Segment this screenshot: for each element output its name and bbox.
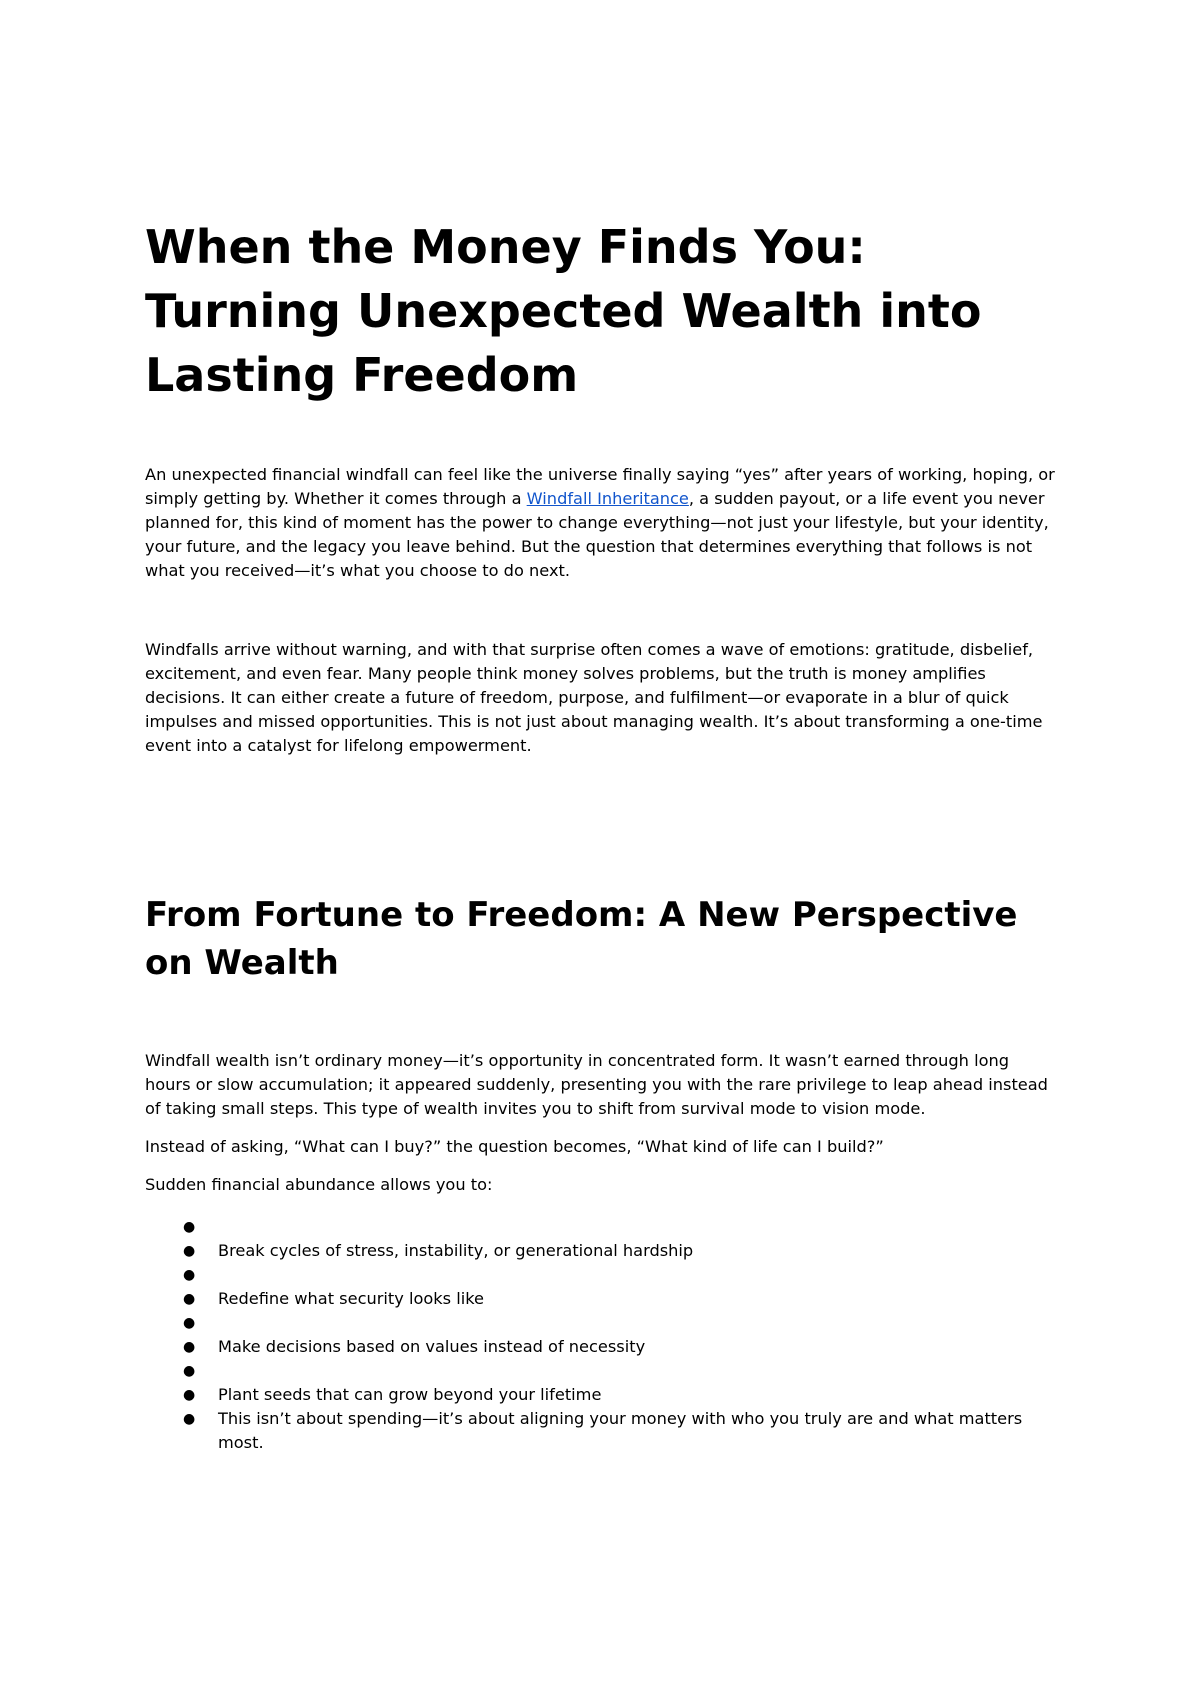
bullet-icon: ● (183, 1339, 196, 1355)
intro-paragraph (145, 463, 1057, 583)
list-item (145, 1311, 1057, 1335)
section-heading: From Fortune to Freedom: A New Perspective on Wealth (145, 895, 1018, 983)
list-item (145, 1359, 1057, 1383)
bullet-list (145, 1215, 1057, 1455)
bullet-icon: ● (183, 1363, 196, 1379)
document-page (145, 215, 1057, 1455)
bullet-icon: ● (183, 1387, 196, 1403)
section-paragraph-2: Instead of asking, “What can I buy?” the question becomes, “What kind of life can I build?” (145, 1137, 884, 1156)
bullet-icon: ● (183, 1267, 196, 1283)
intro-text-after-link: , a sudden payout, or a life event you never planned for, this kind of moment has the power to change everything—not just your lifestyle, but your identity, your future, and the legacy you leave behind. But the question that determines everything that follows is not what you received—it’s what you choose to do next. (145, 489, 1049, 580)
section-paragraph-3: Sudden financial abundance allows you to: (145, 1175, 493, 1194)
bullet-icon: ● (183, 1411, 196, 1427)
bullet-icon: ● (183, 1291, 196, 1307)
list-item (145, 1335, 1057, 1359)
list-item-text: Break cycles of stress, instability, or generational hardship (218, 1241, 694, 1260)
intro-text-before-link: An unexpected financial windfall can feel like the universe finally saying “yes” after years of working, hoping, or simply getting by. Whether it comes through a (145, 465, 1055, 508)
list-item-text: This isn’t about spending—it’s about aligning your money with who you truly are and what matters most. (218, 1409, 1023, 1452)
list-item-text: Make decisions based on values instead of necessity (218, 1337, 646, 1356)
list-item-text: Redefine what security looks like (218, 1289, 484, 1308)
document-title: When the Money Finds You: Turning Unexpected Wealth into Lasting Freedom (145, 220, 982, 402)
list-item (145, 1215, 1057, 1239)
list-item (145, 1287, 1057, 1311)
list-item (145, 1263, 1057, 1287)
list-item-text: Plant seeds that can grow beyond your lifetime (218, 1385, 602, 1404)
bullet-icon: ● (183, 1243, 196, 1259)
section-paragraph-1: Windfall wealth isn’t ordinary money—it’s opportunity in concentrated form. It wasn’t earned through long hours or slow accumulation; it appeared suddenly, presenting you with the rare privilege to leap ahead instead of taking small steps. This type of wealth invites you to shift from survival mode to vision mode. (145, 1051, 1048, 1118)
windfall-inheritance-link[interactable]: Windfall Inheritance (526, 489, 689, 508)
list-item (145, 1239, 1057, 1263)
list-item (145, 1407, 1057, 1455)
bullet-icon: ● (183, 1315, 196, 1331)
windfalls-paragraph: Windfalls arrive without warning, and with that surprise often comes a wave of emotions: gratitude, disbelief, excitement, and even fear. Many people think money solves problems, but the truth is money amplifies decisions. It can either create a future of freedom, purpose, and fulfilment—or evaporate in a blur of quick impulses and missed opportunities. This is not just about managing wealth. It’s about transforming a one-time event into a catalyst for lifelong empowerment. (145, 640, 1043, 755)
bullet-icon: ● (183, 1219, 196, 1235)
list-item (145, 1383, 1057, 1407)
